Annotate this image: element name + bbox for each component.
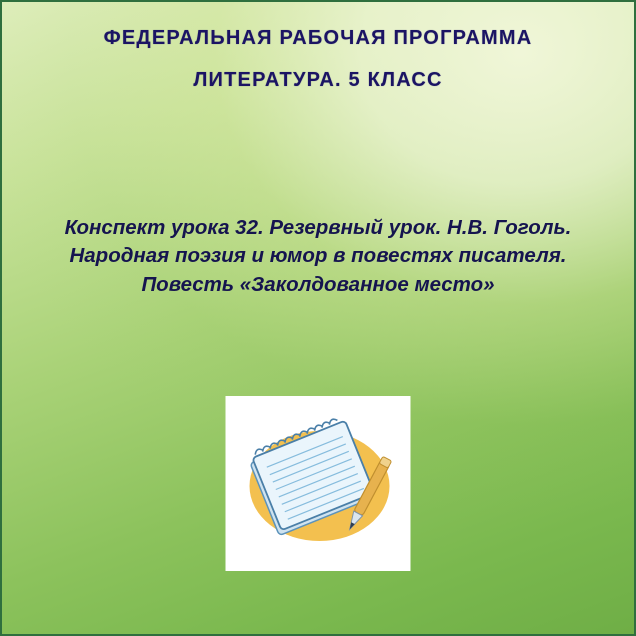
program-title-line-2: ЛИТЕРАТУРА. 5 КЛАСС	[193, 69, 443, 91]
lesson-subtitle-line-2: Народная поэзия и юмор в повестях писателя.	[69, 244, 567, 268]
illustration-card	[226, 396, 411, 571]
lesson-subtitle-block	[2, 214, 634, 299]
lesson-subtitle-line-3: Повесть «Заколдованное место»	[141, 272, 495, 296]
title-block	[2, 26, 634, 92]
notebook-and-pen-icon	[226, 396, 411, 571]
program-title-line-1: ФЕДЕРАЛЬНАЯ РАБОЧАЯ ПРОГРАММА	[103, 27, 533, 49]
lesson-subtitle-line-1: Конспект урока 32. Резервный урок. Н.В. Гоголь.	[64, 216, 572, 239]
